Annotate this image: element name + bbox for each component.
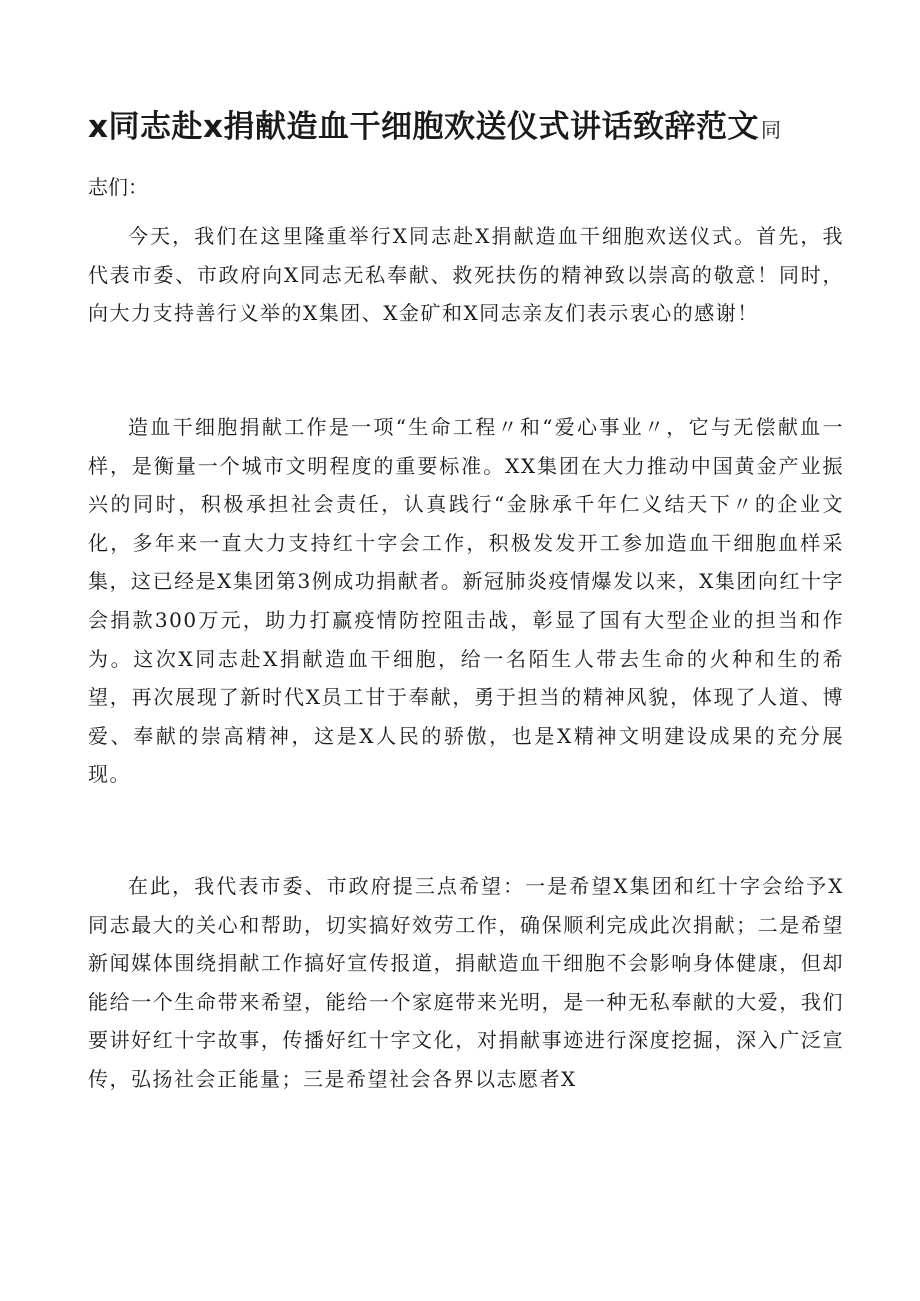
paragraph-three-hopes: 在此，我代表市委、市政府提三点希望：一是希望X集团和红十字会给予X同志最大的关心和帮助，切实搞好效劳工作，确保顺利完成此次捐献；二是希望新闻媒体围绕捐献工作搞好宣传报道，捐献造血干细胞不会影响身体健康，但却能给一个生命带来希望，能给一个家庭带来光明，是一种无私奉献的大爱，我们要讲好红十字故事，传播好红十字文化，对捐献事迹进行深度挖掘，深入广泛宣传，弘扬社会正能量；三是希望社会各界以志愿者X: [88, 874, 844, 1091]
title-trailing-text: 同: [761, 118, 781, 142]
paragraph-opening: 今天，我们在这里隆重举行X同志赴X捐献造血干细胞欢送仪式。首先，我代表市委、市政府向X同志无私奉献、救死扶伤的精神致以崇高的敬意！同时，向大力支持善行义举的X集团、X金矿和X同志亲友们表示衷心的感谢！: [88, 224, 844, 326]
paragraph-donation-work: 造血干细胞捐献工作是一项“生命工程〃和“爱心事业〃，它与无偿献血一样，是衡量一个城市文明程度的重要标准。XX集团在大力推动中国黄金产业振兴的同时，积极承担社会责任，认真践行“金脉承千年仁义结天下〃的企业文化，多年来一直大力支持红十字会工作，积极发发开工参加造血干细胞血样采集，这已经是X集团第3例成功捐献者。新冠肺炎疫情爆发以来，X集团向红十字会捐款300万元，助力打赢疫情防控阻击战，彰显了国有大型企业的担当和作为。这次X同志赴X捐献造血干细胞，给一名陌生人带去生命的火种和生的希望，再次展现了新时代X员工甘于奉献，勇于担当的精神风貌，体现了人道、博爱、奉献的崇高精神，这是X人民的骄傲，也是X精神文明建设成果的充分展现。: [88, 415, 844, 787]
title-line: [88, 103, 858, 157]
document-title: x同志赴x捐献造血干细胞欢送仪式讲话致辞范文: [88, 109, 759, 145]
salutation: 志们：: [88, 175, 148, 199]
